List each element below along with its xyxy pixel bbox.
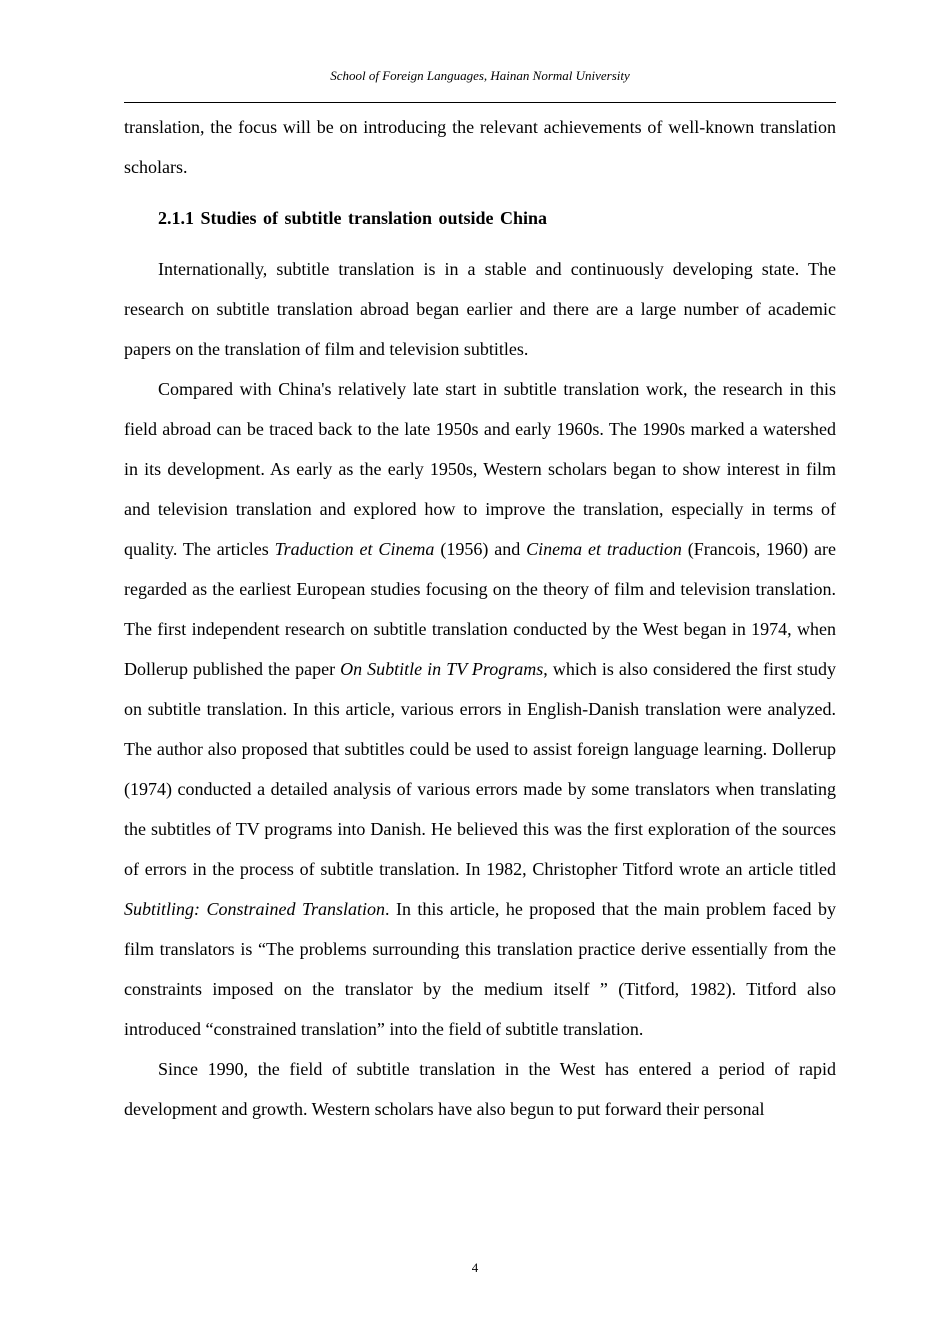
header-rule <box>124 102 836 103</box>
title-on-subtitle-in-tv-programs: On Subtitle in TV Programs <box>340 659 544 679</box>
running-header: School of Foreign Languages, Hainan Normal University <box>330 68 630 83</box>
paragraph-intro: Internationally, subtitle translation is in a stable and continuously developing state. The research on subtitle translation abroad began earlier and there are a large number of academic papers on the translation of film and television subtitles. <box>124 259 836 359</box>
paragraph-continuation: translation, the focus will be on introducing the relevant achievements of well-known translation scholars. <box>124 117 836 177</box>
body-text <box>124 107 836 1129</box>
section-heading: 2.1.1 Studies of subtitle translation outside China <box>158 208 548 228</box>
title-subtitling-constrained-translation: Subtitling: Constrained Translation <box>124 899 385 919</box>
history-text-4: , which is also considered the first study on subtitle translation. In this article, various errors in English-Danish translation were analyzed. The author also proposed that subtitles could be used to assist foreign language learning. Dollerup (1974) conducted a detailed analysis of various errors made by some translators when translating the subtitles of TV programs into Danish. He believed this was the first exploration of the sources of errors in the process of subtitle translation. In 1982, Christopher Titford wrote an article titled <box>124 659 837 879</box>
title-traduction-et-cinema: Traduction et Cinema <box>274 539 435 559</box>
history-text-1: Compared with China's relatively late start in subtitle translation work, the research in this field abroad can be traced back to the late 1950s and early 1960s. The 1990s marked a watershed in its development. As early as the early 1950s, Western scholars began to show interest in film and television translation and explored how to improve the translation, especially in terms of quality. The articles <box>124 379 836 559</box>
paragraph-since-1990: Since 1990, the field of subtitle translation in the West has entered a period of rapid development and growth. Western scholars have also begun to put forward their personal <box>124 1059 836 1119</box>
history-text-2: (1956) and <box>434 539 527 559</box>
title-cinema-et-traduction: Cinema et traduction <box>526 539 682 559</box>
paragraph-history <box>124 369 836 1049</box>
history-text-3: (Francois, 1960) are regarded as the earliest European studies focusing on the theory of film and television translation. The first independent research on subtitle translation conducted by the West began in 1974, when Dollerup published the paper <box>124 539 837 679</box>
history-text-5: . In this article, he proposed that the main problem faced by film translators is “The problems surrounding this translation practice derive essentially from the constraints imposed on the translator by the medium itself ” (Titford, 1982). Titford also introduced “constrained translation” into the field of subtitle translation. <box>124 899 836 1039</box>
page-number: 4 <box>471 1260 479 1275</box>
